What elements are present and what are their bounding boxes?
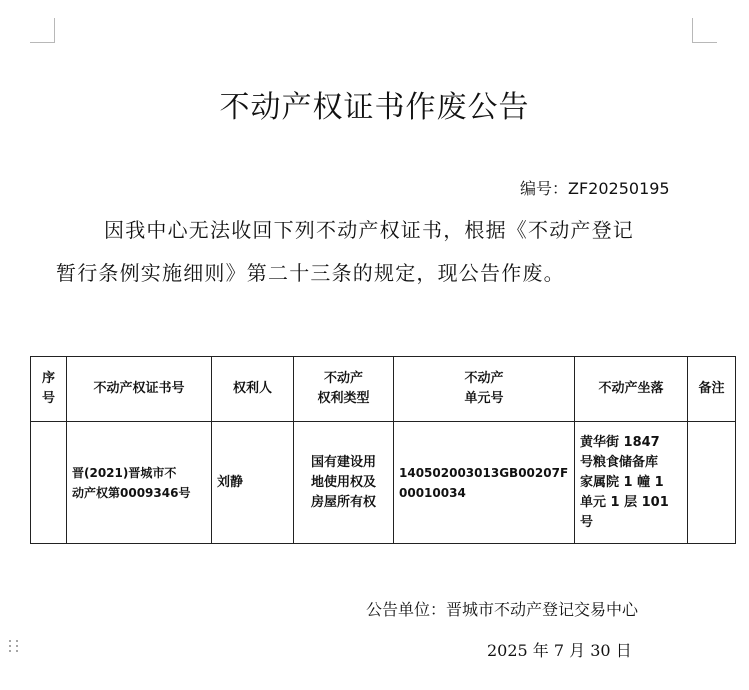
cell-location: 黄华街 1847 号粮食储备库 家属院 1 幢 1 单元 1 层 101 号: [575, 422, 688, 544]
document-title: 不动产权证书作废公告: [219, 90, 530, 125]
cell-holder: 刘静: [212, 422, 294, 544]
document-number: 编号：ZF20250195: [520, 179, 670, 198]
header-right-type: 不动产 权利类型: [294, 357, 394, 422]
header-holder: 权利人: [212, 357, 294, 422]
header-location: 不动产坐落: [575, 357, 688, 422]
header-cert-no: 不动产权证书号: [67, 357, 212, 422]
cell-unit-no: 140502003013GB00207F 00010034: [394, 422, 575, 544]
table-header-row: [31, 357, 736, 422]
cell-cert-no: 晋(2021)晋城市不 动产权第0009346号: [67, 422, 212, 544]
issue-date: 2025 年 7 月 30 日: [487, 641, 632, 660]
header-seq: 序 号: [31, 357, 67, 422]
notice-paragraph-line-2: 暂行条例实施细则》第二十三条的规定，现公告作废。: [56, 261, 565, 285]
void-certificate-table: [30, 356, 736, 544]
page-corner-mark-top-left: [30, 18, 55, 43]
page-corner-mark-top-right: [692, 18, 717, 43]
notice-paragraph-line-1: 因我中心无法收回下列不动产权证书，根据《不动产登记: [104, 218, 634, 242]
table-row: [31, 422, 736, 544]
header-unit-no: 不动产 单元号: [394, 357, 575, 422]
cell-seq: [31, 422, 67, 544]
cell-right-type: 国有建设用 地使用权及 房屋所有权: [294, 422, 394, 544]
cell-remarks: [688, 422, 736, 544]
drag-handle-icon[interactable]: [9, 640, 21, 654]
header-remarks: 备注: [688, 357, 736, 422]
issuing-unit: 公告单位：晋城市不动产登记交易中心: [366, 600, 639, 619]
